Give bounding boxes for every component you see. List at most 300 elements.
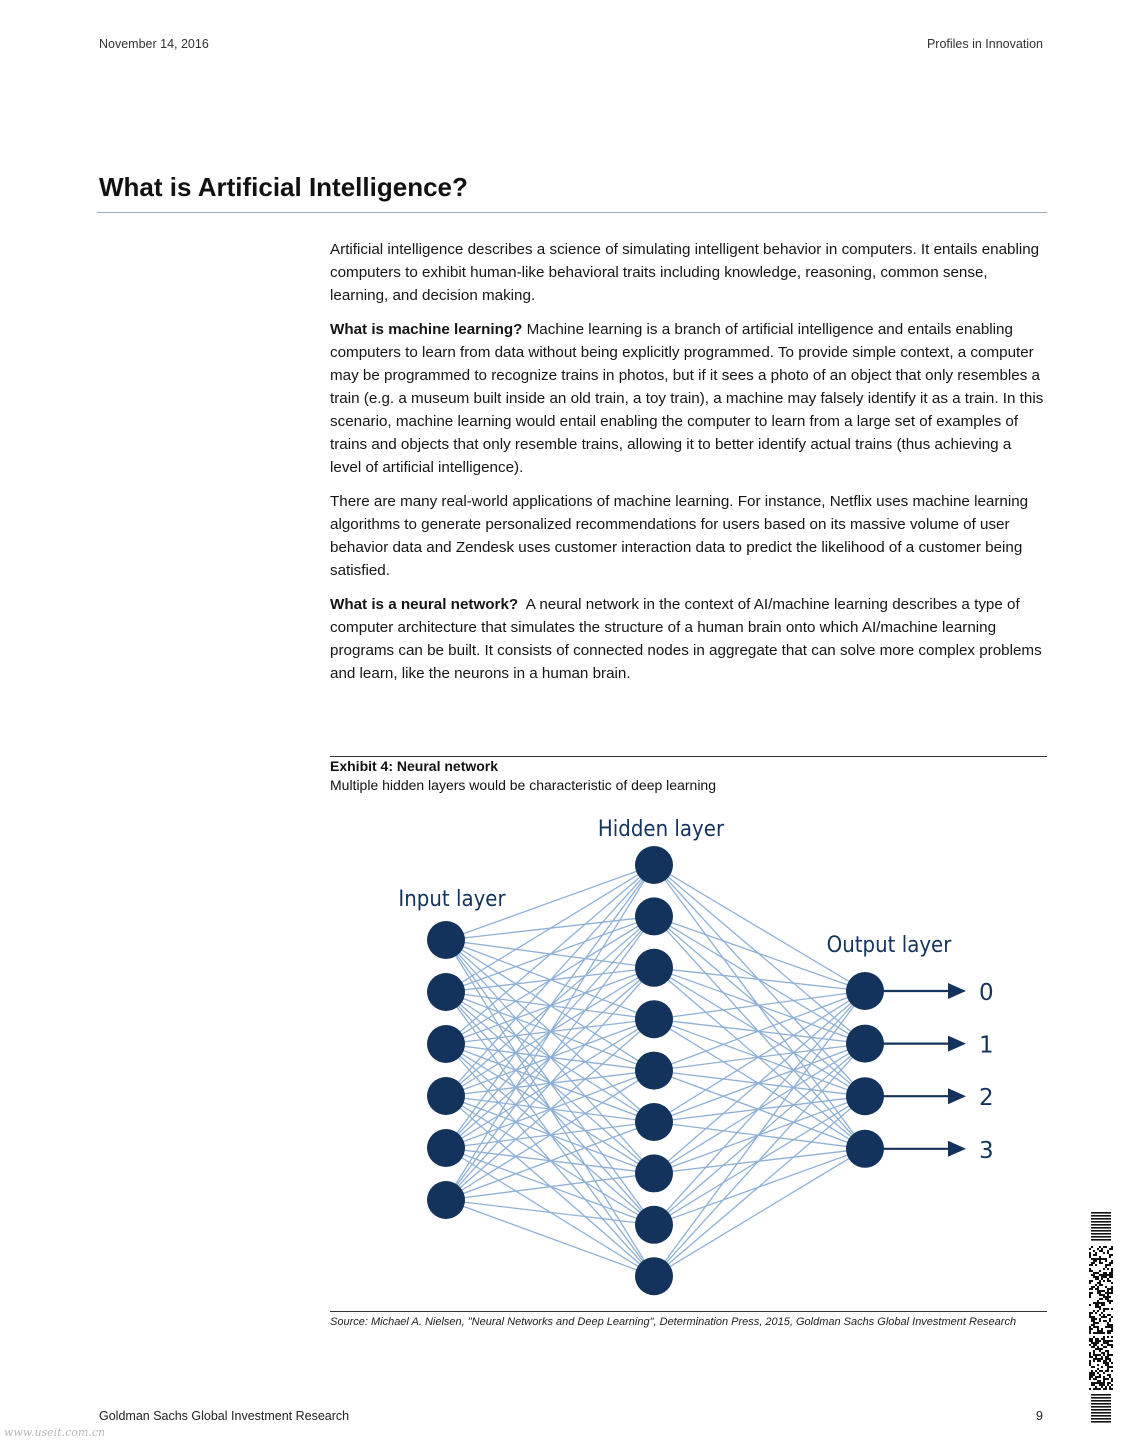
barcode-module: [1097, 1286, 1099, 1288]
barcode-module: [1095, 1254, 1097, 1256]
barcode-module: [1107, 1322, 1109, 1324]
barcode-module: [1109, 1292, 1111, 1294]
barcode-module: [1105, 1292, 1107, 1294]
barcode-module: [1095, 1260, 1097, 1262]
barcode-module: [1089, 1248, 1091, 1250]
barcode-module: [1097, 1332, 1099, 1334]
barcode-module: [1099, 1298, 1101, 1300]
barcode-module: [1099, 1340, 1101, 1342]
barcode-module: [1101, 1370, 1103, 1372]
barcode-module: [1097, 1340, 1099, 1342]
barcode-module: [1091, 1280, 1093, 1282]
barcode-module: [1091, 1356, 1093, 1358]
barcode-module: [1109, 1332, 1111, 1334]
barcode-module: [1105, 1386, 1107, 1388]
barcode-module: [1091, 1409, 1111, 1411]
barcode-module: [1097, 1342, 1099, 1344]
barcode-module: [1105, 1298, 1107, 1300]
hidden-node: [635, 1154, 673, 1192]
barcode-module: [1097, 1290, 1099, 1292]
barcode-module: [1111, 1328, 1113, 1330]
barcode-module: [1093, 1276, 1095, 1278]
barcode-module: [1107, 1374, 1109, 1376]
barcode-module: [1091, 1338, 1093, 1340]
barcode-module: [1111, 1262, 1113, 1264]
barcode-module: [1091, 1312, 1093, 1314]
barcode-module: [1107, 1274, 1109, 1276]
barcode-module: [1097, 1282, 1099, 1284]
barcode-module: [1099, 1290, 1101, 1292]
barcode-module: [1111, 1270, 1113, 1272]
barcode-module: [1095, 1302, 1097, 1304]
barcode-module: [1095, 1354, 1097, 1356]
barcode-module: [1103, 1362, 1105, 1364]
barcode-module: [1099, 1282, 1101, 1284]
barcode-module: [1111, 1370, 1113, 1372]
barcode-module: [1095, 1258, 1097, 1260]
barcode-module: [1091, 1221, 1111, 1223]
barcode-module: [1101, 1304, 1103, 1306]
barcode-module: [1105, 1350, 1107, 1352]
barcode-module: [1093, 1258, 1095, 1260]
barcode-module: [1111, 1272, 1113, 1274]
barcode-module: [1093, 1382, 1095, 1384]
barcode-module: [1089, 1268, 1091, 1270]
barcode-module: [1109, 1262, 1111, 1264]
barcode-module: [1089, 1282, 1091, 1284]
barcode-module: [1103, 1382, 1105, 1384]
barcode-module: [1109, 1374, 1111, 1376]
input-node: [427, 973, 465, 1011]
barcode-module: [1101, 1258, 1103, 1260]
barcode-module: [1091, 1370, 1093, 1372]
barcode-module: [1091, 1233, 1111, 1235]
barcode-module: [1101, 1284, 1103, 1286]
barcode-module: [1107, 1278, 1109, 1280]
barcode-module: [1099, 1308, 1101, 1310]
barcode-module: [1097, 1360, 1099, 1362]
barcode-module: [1097, 1300, 1099, 1302]
barcode-module: [1111, 1286, 1113, 1288]
barcode-module: [1091, 1258, 1093, 1260]
hidden-node: [635, 1103, 673, 1141]
barcode-module: [1103, 1320, 1105, 1322]
output-arrow-head: [948, 1036, 966, 1052]
barcode-module: [1099, 1360, 1101, 1362]
barcode-module: [1091, 1274, 1093, 1276]
barcode-module: [1089, 1304, 1091, 1306]
barcode-module: [1091, 1286, 1093, 1288]
barcode-module: [1103, 1274, 1105, 1276]
barcode-module: [1097, 1276, 1099, 1278]
output-arrow-head: [948, 983, 966, 999]
barcode-module: [1095, 1284, 1097, 1286]
barcode-module: [1107, 1370, 1109, 1372]
barcode-module: [1091, 1246, 1093, 1248]
input-node: [427, 921, 465, 959]
barcode-module: [1093, 1374, 1095, 1376]
input-node: [427, 1025, 465, 1063]
barcode-module: [1089, 1356, 1091, 1358]
barcode-module: [1103, 1388, 1105, 1390]
barcode-module: [1109, 1382, 1111, 1384]
barcode-module: [1095, 1276, 1097, 1278]
barcode-module: [1089, 1362, 1091, 1364]
barcode-module: [1091, 1376, 1093, 1378]
barcode-module: [1111, 1246, 1113, 1248]
barcode-module: [1101, 1382, 1103, 1384]
hidden-node: [635, 1052, 673, 1090]
barcode-module: [1109, 1324, 1111, 1326]
barcode-module: [1089, 1314, 1091, 1316]
output-node: [846, 1025, 884, 1063]
barcode-module: [1105, 1378, 1107, 1380]
barcode-module: [1089, 1330, 1091, 1332]
footer-page-number: 9: [1036, 1409, 1043, 1423]
barcode-module: [1107, 1324, 1109, 1326]
barcode-module: [1099, 1256, 1101, 1258]
barcode-module: [1095, 1318, 1097, 1320]
barcode-module: [1105, 1260, 1107, 1262]
barcode-module: [1109, 1358, 1111, 1360]
barcode-module: [1101, 1316, 1103, 1318]
barcode-module: [1107, 1250, 1109, 1252]
barcode-module: [1109, 1274, 1111, 1276]
barcode-module: [1103, 1336, 1105, 1338]
barcode-module: [1109, 1386, 1111, 1388]
barcode-module: [1091, 1415, 1111, 1417]
barcode-module: [1103, 1280, 1105, 1282]
barcode-module: [1107, 1340, 1109, 1342]
barcode-module: [1093, 1360, 1095, 1362]
barcode-module: [1103, 1310, 1105, 1312]
barcode-module: [1101, 1386, 1103, 1388]
barcode-module: [1099, 1246, 1101, 1248]
output-node: [846, 972, 884, 1010]
barcode-module: [1105, 1246, 1107, 1248]
edge-hidden-output: [654, 991, 865, 1276]
barcode-module: [1095, 1386, 1097, 1388]
barcode-module: [1101, 1250, 1103, 1252]
barcode-module: [1099, 1318, 1101, 1320]
barcode-module: [1107, 1308, 1109, 1310]
barcode-module: [1105, 1264, 1107, 1266]
barcode-module: [1111, 1388, 1113, 1390]
barcode-module: [1097, 1306, 1099, 1308]
barcode-module: [1101, 1262, 1103, 1264]
barcode-module: [1107, 1290, 1109, 1292]
barcode-module: [1093, 1318, 1095, 1320]
barcode-module: [1103, 1384, 1105, 1386]
barcode-module: [1093, 1358, 1095, 1360]
barcode-module: [1095, 1356, 1097, 1358]
neural-network-diagram: [330, 800, 1047, 1305]
barcode-module: [1107, 1342, 1109, 1344]
barcode-module: [1107, 1368, 1109, 1370]
output-arrow-head: [948, 1141, 966, 1157]
barcode-module: [1097, 1304, 1099, 1306]
barcode-module: [1107, 1366, 1109, 1368]
barcode-module: [1103, 1316, 1105, 1318]
barcode-module: [1091, 1320, 1093, 1322]
barcode-module: [1095, 1312, 1097, 1314]
edge-input-hidden: [446, 1019, 654, 1200]
edge-hidden-output: [654, 991, 865, 1122]
barcode-module: [1101, 1290, 1103, 1292]
barcode-module: [1091, 1262, 1093, 1264]
barcode-module: [1091, 1227, 1111, 1229]
barcode-module: [1093, 1272, 1095, 1274]
barcode-module: [1093, 1378, 1095, 1380]
input-layer-label: Input layer: [398, 887, 506, 912]
barcode-module: [1105, 1296, 1107, 1298]
barcode-module: [1091, 1400, 1111, 1402]
barcode-module: [1099, 1292, 1101, 1294]
barcode-module: [1091, 1366, 1093, 1368]
barcode-module: [1107, 1356, 1109, 1358]
header-series: Profiles in Innovation: [926, 37, 1043, 51]
barcode-strip: [1089, 1212, 1113, 1424]
barcode-module: [1095, 1264, 1097, 1266]
barcode-module: [1103, 1268, 1105, 1270]
barcode-module: [1089, 1288, 1091, 1290]
barcode-module: [1093, 1332, 1095, 1334]
barcode-module: [1097, 1388, 1099, 1390]
barcode-module: [1093, 1316, 1095, 1318]
barcode-module: [1099, 1314, 1101, 1316]
barcode-module: [1107, 1300, 1109, 1302]
exhibit-top-rule: [330, 756, 1047, 757]
barcode-module: [1111, 1248, 1113, 1250]
barcode-module: [1103, 1372, 1105, 1374]
paragraph-neural-network: [330, 593, 1046, 685]
barcode-module: [1093, 1352, 1095, 1354]
barcode-module: [1089, 1270, 1091, 1272]
barcode-module: [1091, 1264, 1093, 1266]
edge-input-hidden: [446, 1173, 654, 1200]
barcode-module: [1097, 1382, 1099, 1384]
watermark: www.useit.com.cn: [4, 1426, 106, 1439]
barcode-module: [1109, 1300, 1111, 1302]
barcode-module: [1101, 1366, 1103, 1368]
barcode-module: [1105, 1326, 1107, 1328]
barcode-module: [1107, 1350, 1109, 1352]
barcode-module: [1105, 1356, 1107, 1358]
barcode-module: [1109, 1320, 1111, 1322]
barcode-module: [1101, 1274, 1103, 1276]
barcode-module: [1095, 1288, 1097, 1290]
barcode-module: [1111, 1288, 1113, 1290]
title-rule: [97, 212, 1047, 213]
barcode-module: [1095, 1326, 1097, 1328]
barcode-module: [1097, 1328, 1099, 1330]
barcode-module: [1111, 1282, 1113, 1284]
barcode-module: [1093, 1346, 1095, 1348]
barcode-module: [1103, 1354, 1105, 1356]
barcode-module: [1091, 1412, 1111, 1414]
barcode-module: [1107, 1298, 1109, 1300]
output-arrows: [883, 983, 966, 1157]
barcode-module: [1101, 1312, 1103, 1314]
barcode-module: [1089, 1316, 1091, 1318]
barcode-module: [1103, 1332, 1105, 1334]
exhibit-source: Source: Michael A. Nielsen, "Neural Networks and Deep Learning", Determination Press, 2015, Goldman Sachs Global Investment Research: [330, 1316, 1017, 1328]
barcode-module: [1089, 1388, 1091, 1390]
barcode-module: [1097, 1364, 1099, 1366]
barcode-module: [1095, 1348, 1097, 1350]
barcode-module: [1095, 1388, 1097, 1390]
barcode-module: [1103, 1340, 1105, 1342]
barcode-module: [1097, 1372, 1099, 1374]
barcode-module: [1103, 1346, 1105, 1348]
barcode-module: [1093, 1274, 1095, 1276]
barcode-module: [1099, 1332, 1101, 1334]
barcode-module: [1103, 1290, 1105, 1292]
barcode-module: [1101, 1352, 1103, 1354]
barcode-module: [1091, 1292, 1093, 1294]
barcode-module: [1107, 1344, 1109, 1346]
barcode-module: [1099, 1374, 1101, 1376]
barcode-module: [1097, 1248, 1099, 1250]
barcode-module: [1099, 1302, 1101, 1304]
barcode-module: [1101, 1302, 1103, 1304]
barcode-module: [1109, 1256, 1111, 1258]
barcode-module: [1105, 1340, 1107, 1342]
barcode-module: [1103, 1338, 1105, 1340]
paragraph-nn-text: A neural network in the context of AI/machine learning describes a type of computer architecture that simulates the structure of a human brain onto which AI/machine learning programs can be built. It consists of connected nodes in aggregate that can solve more complex problems and learn, like the neurons in a human brain.: [330, 596, 1046, 682]
header-date: November 14, 2016: [99, 37, 209, 51]
barcode-module: [1111, 1268, 1113, 1270]
barcode-module: [1103, 1360, 1105, 1362]
barcode-module: [1091, 1342, 1093, 1344]
barcode-module: [1093, 1324, 1095, 1326]
barcode-module: [1097, 1310, 1099, 1312]
barcode-module: [1107, 1314, 1109, 1316]
barcode-module: [1111, 1380, 1113, 1382]
barcode-module: [1089, 1280, 1091, 1282]
barcode-module: [1107, 1382, 1109, 1384]
output-value-label: 3: [979, 1137, 994, 1164]
barcode-module: [1107, 1288, 1109, 1290]
edge-hidden-output: [654, 1149, 865, 1276]
barcode-module: [1101, 1338, 1103, 1340]
output-value-label: 0: [979, 980, 994, 1006]
barcode-module: [1103, 1342, 1105, 1344]
barcode-module: [1089, 1296, 1091, 1298]
barcode-module: [1099, 1348, 1101, 1350]
barcode-module: [1101, 1330, 1103, 1332]
barcode-module: [1105, 1358, 1107, 1360]
barcode-module: [1105, 1364, 1107, 1366]
barcode-module: [1099, 1370, 1101, 1372]
barcode-module: [1095, 1304, 1097, 1306]
barcode-module: [1099, 1294, 1101, 1296]
network-nodes: [427, 846, 884, 1295]
barcode-module: [1095, 1344, 1097, 1346]
edge-input-hidden: [446, 1071, 654, 1200]
barcode-module: [1107, 1292, 1109, 1294]
barcode-module: [1091, 1397, 1111, 1399]
barcode-module: [1105, 1274, 1107, 1276]
barcode-module: [1109, 1318, 1111, 1320]
barcode-module: [1099, 1250, 1101, 1252]
barcode-module: [1101, 1328, 1103, 1330]
body-text: [330, 238, 1046, 696]
barcode-module: [1099, 1388, 1101, 1390]
barcode-module: [1095, 1252, 1097, 1254]
barcode-module: [1105, 1276, 1107, 1278]
barcode-module: [1089, 1264, 1091, 1266]
barcode-module: [1111, 1326, 1113, 1328]
barcode-module: [1089, 1328, 1091, 1330]
edge-hidden-output: [654, 1096, 865, 1276]
hidden-node: [635, 1000, 673, 1038]
barcode-module: [1093, 1262, 1095, 1264]
barcode-module: [1097, 1322, 1099, 1324]
barcode-module: [1099, 1284, 1101, 1286]
barcode-module: [1111, 1336, 1113, 1338]
barcode-module: [1103, 1276, 1105, 1278]
paragraph-ml-text: Machine learning is a branch of artificial intelligence and entails enabling computers to learn from data without being explicitly programmed. To provide simple context, a computer may be programmed to recognize trains in photos, but if it sees a photo of an object that only resembles a train (e.g. a museum built inside an old train, a toy train), a machine may falsely identify it as a train. In this scenario, machine learning would entail enabling the computer to learn from a large set of examples of trains and objects that only resemble trains, allowing it to better identify actual trains (thus achieving a level of artificial intelligence).: [330, 321, 1044, 476]
barcode-module: [1095, 1272, 1097, 1274]
barcode-module: [1103, 1258, 1105, 1260]
barcode-module: [1111, 1346, 1113, 1348]
barcode-module: [1091, 1270, 1093, 1272]
barcode-module: [1093, 1326, 1095, 1328]
barcode-module: [1091, 1418, 1111, 1420]
barcode-module: [1093, 1250, 1095, 1252]
barcode-module: [1099, 1380, 1101, 1382]
barcode-module: [1089, 1254, 1091, 1256]
barcode-module: [1089, 1256, 1091, 1258]
barcode-module: [1099, 1306, 1101, 1308]
barcode-module: [1099, 1376, 1101, 1378]
paragraph-applications: There are many real-world applications of machine learning. For instance, Netflix uses machine learning algorithms to generate personalized recommendations for users based on its massive volume of user behavior data and Zendesk uses customer interaction data to predict the likelihood of a customer being satisfied.: [330, 493, 1029, 579]
barcode-module: [1101, 1356, 1103, 1358]
barcode-module: [1089, 1344, 1091, 1346]
barcode-module: [1089, 1340, 1091, 1342]
barcode-module: [1089, 1360, 1091, 1362]
barcode-module: [1095, 1342, 1097, 1344]
barcode-module: [1097, 1302, 1099, 1304]
paragraph-lead-ml: What is machine learning?: [330, 321, 523, 338]
barcode-module: [1091, 1224, 1111, 1226]
barcode-module: [1107, 1264, 1109, 1266]
barcode-module: [1107, 1362, 1109, 1364]
hidden-node: [635, 1257, 673, 1295]
barcode-module: [1089, 1292, 1091, 1294]
barcode-module: [1111, 1324, 1113, 1326]
barcode-module: [1105, 1258, 1107, 1260]
barcode-module: [1111, 1316, 1113, 1318]
paragraph-lead-nn: What is a neural network?: [330, 596, 519, 613]
barcode-module: [1103, 1376, 1105, 1378]
barcode-module: [1089, 1364, 1091, 1366]
barcode-module: [1095, 1376, 1097, 1378]
barcode-module: [1111, 1274, 1113, 1276]
exhibit-subtitle: Multiple hidden layers would be characteristic of deep learning: [330, 777, 716, 793]
barcode-module: [1103, 1294, 1105, 1296]
barcode-module: [1095, 1358, 1097, 1360]
barcode-module: [1089, 1352, 1091, 1354]
barcode-module: [1091, 1403, 1111, 1405]
barcode-module: [1091, 1318, 1093, 1320]
barcode-module: [1091, 1346, 1093, 1348]
barcode-module: [1097, 1338, 1099, 1340]
barcode-module: [1103, 1252, 1105, 1254]
barcode-module: [1101, 1384, 1103, 1386]
barcode-module: [1093, 1372, 1095, 1374]
